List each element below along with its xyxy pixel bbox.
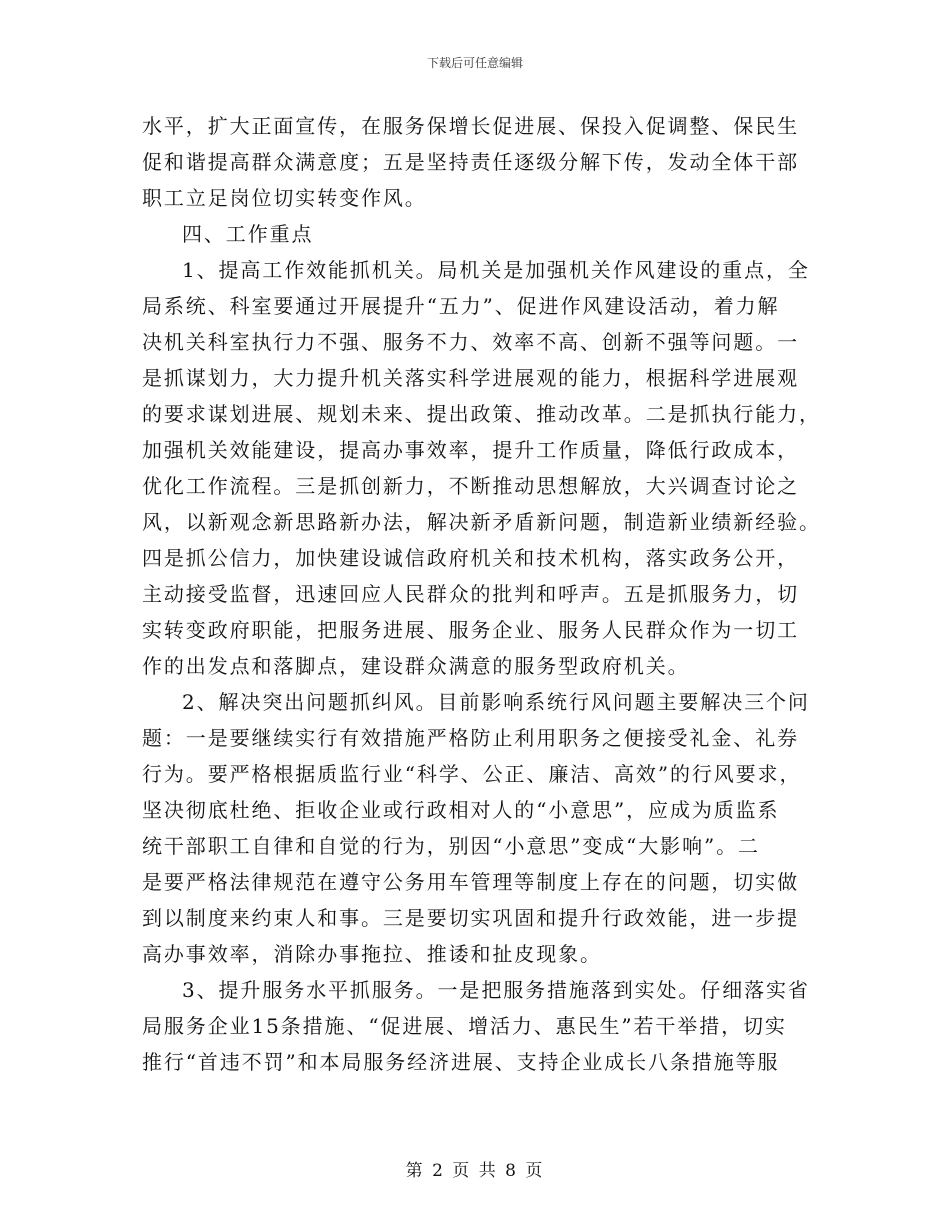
document-body [142, 108, 821, 1080]
text-line: 决机关科室执行力不强、服务不力、效率不高、创新不强等问题。一 [142, 330, 799, 354]
text-line: 加强机关效能建设，提高办事效率，提升工作质量，降低行政成本， [142, 438, 799, 462]
text-line: 局系统、科室要通过开展提升“五力”、促进作风建设活动，着力解 [142, 294, 780, 318]
text-line: 作的出发点和落脚点，建设群众满意的服务型政府机关。 [142, 654, 690, 678]
page-number: 第 2 页 共 8 页 [405, 1161, 545, 1181]
text-line: 促和谐提高群众满意度；五是坚持责任逐级分解下传，发动全体干部 [142, 150, 799, 174]
text-line: 是要严格法律规范在遵守公务用车管理等制度上存在的问题，切实做 [142, 870, 799, 894]
text-line: 优化工作流程。三是抓创新力，不断推动思想解放，大兴调查讨论之 [142, 474, 799, 498]
text-line: 水平，扩大正面宣传，在服务保增长促进展、保投入促调整、保民生 [142, 114, 799, 138]
text-line: 推行“首违不罚”和本局服务经济进展、支持企业成长八条措施等服 [142, 1050, 780, 1074]
text-line: 是抓谋划力，大力提升机关落实科学进展观的能力，根据科学进展观 [142, 366, 799, 390]
text-line: 坚决彻底杜绝、拒收企业或行政相对人的“小意思”，应成为质监系 [142, 798, 780, 822]
text-line: 局服务企业15条措施、“促进展、增活力、惠民生”若干举措，切实 [142, 1014, 787, 1038]
text-line: 到以制度来约束人和事。三是要切实巩固和提升行政效能，进一步提 [142, 906, 799, 930]
text-line: 题：一是要继续实行有效措施严格防止利用职务之便接受礼金、礼券 [142, 726, 799, 750]
paragraph-start: 3、提升服务水平抓服务。一是把服务措施落到实处。仔细落实省 [182, 978, 810, 1002]
text-line: 统干部职工自律和自觉的行为，别因“小意思”变成“大影响”。二 [142, 834, 760, 858]
text-line: 四是抓公信力，加快建设诚信政府机关和技术机构，落实政务公开， [142, 546, 799, 570]
download-note: 下载后可任意编辑 [426, 56, 523, 70]
text-line: 风，以新观念新思路新办法，解决新矛盾新问题，制造新业绩新经验。 [142, 510, 821, 534]
text-line: 行为。要严格根据质监行业“科学、公正、廉洁、高效”的行风要求， [142, 762, 802, 786]
text-line: 高办事效率，消除办事拖拉、推诿和扯皮现象。 [142, 942, 602, 966]
section-heading: 四、工作重点 [182, 222, 314, 246]
paragraph-start: 1、提高工作效能抓机关。局机关是加强机关作风建设的重点，全 [182, 258, 810, 282]
text-line: 实转变政府职能，把服务进展、服务企业、服务人民群众作为一切工 [142, 618, 799, 642]
text-line: 的要求谋划进展、规划未来、提出政策、推动改革。二是抓执行能力， [142, 402, 821, 426]
text-line: 主动接受监督，迅速回应人民群众的批判和呼声。五是抓服务力，切 [142, 582, 799, 606]
text-line: 职工立足岗位切实转变作风。 [142, 186, 427, 210]
paragraph-start: 2、解决突出问题抓纠风。目前影响系统行风问题主要解决三个问 [182, 690, 810, 714]
